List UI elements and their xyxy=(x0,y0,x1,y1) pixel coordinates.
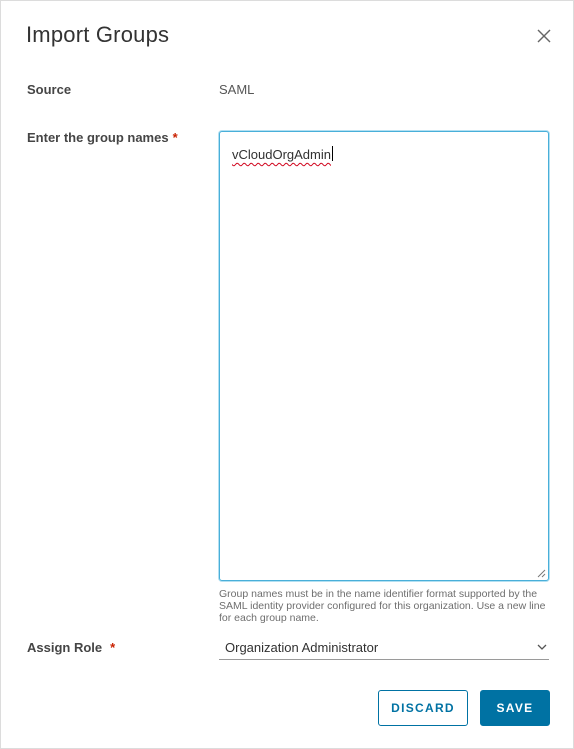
resize-handle-icon[interactable] xyxy=(536,568,546,578)
group-names-textarea[interactable] xyxy=(219,131,549,581)
chevron-down-icon xyxy=(537,643,547,651)
text-caret xyxy=(332,146,333,161)
close-icon[interactable] xyxy=(535,27,553,45)
group-names-label xyxy=(27,130,178,145)
group-names-text: vCloudOrgAdmin xyxy=(232,147,331,162)
assign-role-selected-value: Organization Administrator xyxy=(225,640,379,655)
source-value: SAML xyxy=(219,82,255,97)
required-marker: * xyxy=(172,130,178,145)
group-names-helper-text: Group names must be in the name identifier format supported by the SAML identity provider configured for this organization. Use a new line for each group name. xyxy=(219,588,546,624)
assign-role-select[interactable] xyxy=(219,637,549,660)
discard-button[interactable]: DISCARD xyxy=(378,690,468,726)
required-marker: * xyxy=(110,640,116,655)
dialog-title: Import Groups xyxy=(26,22,170,47)
assign-role-label xyxy=(27,640,115,655)
assign-role-label-text: Assign Role xyxy=(27,640,103,655)
group-names-label-text: Enter the group names xyxy=(27,130,169,145)
save-button[interactable]: SAVE xyxy=(480,690,550,726)
source-label: Source xyxy=(27,82,72,97)
